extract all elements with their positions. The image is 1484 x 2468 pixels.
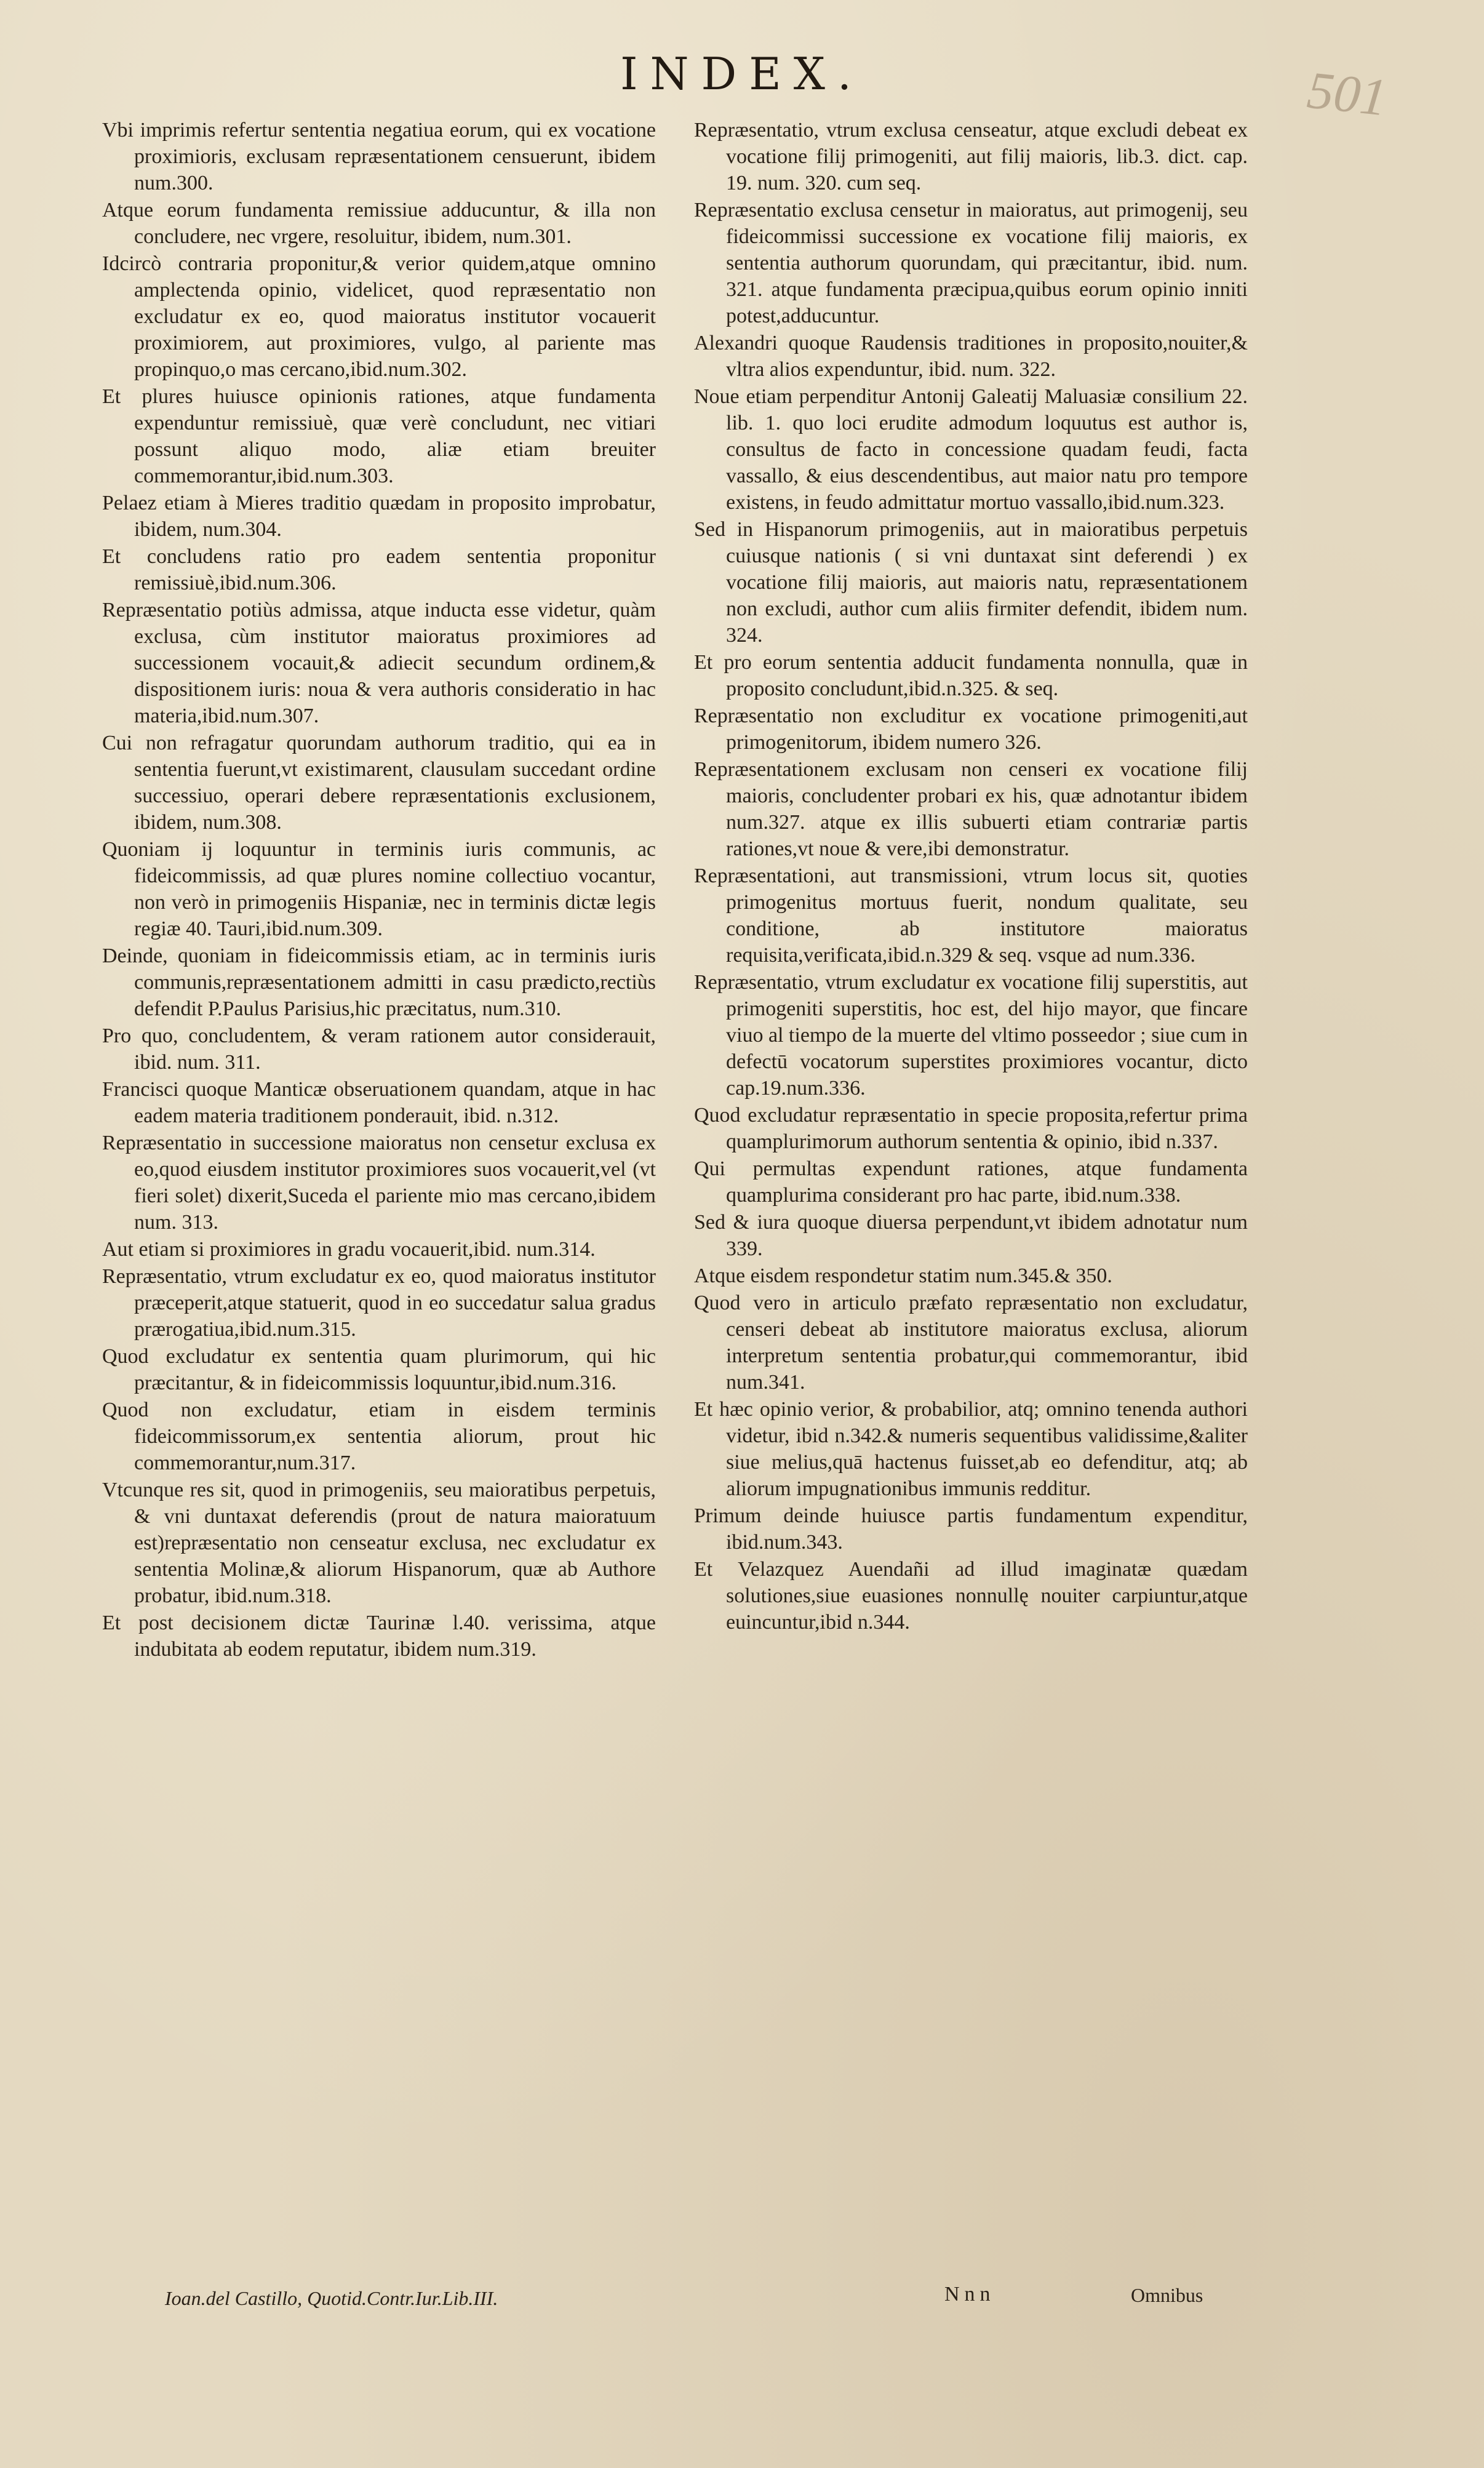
index-entry: Cui non refragatur quorundam authorum traditio, qui ea in sententia fuerunt,vt existimarent, clausulam succedant ordine successiuo, operari debere repræsentationis exclusionem, ibidem, num.308. [102, 732, 656, 834]
index-entry: Vbi imprimis refertur sententia negatiua eorum, qui ex vocatione proximioris, exclusam repræsentationem censuerunt, ibidem num.300. [102, 119, 656, 194]
index-entry: Pro quo, concludentem, & veram rationem autor considerauit, ibid. num. 311. [102, 1024, 656, 1074]
page-title: INDEX. [620, 48, 864, 100]
index-entry: Repræsentatio potiùs admissa, atque inducta esse videtur, quàm exclusa, cùm institutor maioratus proximiores ad successionem vocauit,& adiecit secundum ordinem,& dispositionem iuris: noua & vera authoris consideratio in hac materia,ibid.num.307. [102, 599, 656, 727]
footer-signature-mark: Nnn [944, 2283, 995, 2306]
index-entry: Francisci quoque Manticæ obseruationem quandam, atque in hac eadem materia traditionem ponderauit, ibid. n.312. [102, 1078, 656, 1127]
index-entry: Deinde, quoniam in fideicommissis etiam, ac in terminis iuris communis,repræsentationem admitti in casu prædicto,rectiùs defendit P.Paulus Parisius,hic præcitatus, num.310. [102, 944, 656, 1020]
index-entry: Et concludens ratio pro eadem sententia proponitur remissiuè,ibid.num.306. [102, 545, 656, 594]
index-entry: Quod excludatur ex sententia quam plurimorum, qui hic præcitantur, & in fideicommissis loquuntur,ibid.num.316. [102, 1345, 656, 1394]
index-entry: Repræsentationem exclusam non censeri ex vocatione filij maioris, concludenter probari ex his, quæ adnotantur ibidem num.327. atque ex illis subuerti etiam contrariæ partis rationes,vt noue & vere,ibi demonstratur. [694, 758, 1248, 860]
index-entry: Repræsentationi, aut transmissioni, vtrum locus sit, quoties primogenitus mortuus fuerit, nondum qualitate, seu conditione, ab institutore maioratus requisita,verificata,ibid.n.329 & seq. vsque ad num.336. [694, 865, 1248, 967]
index-entry: Alexandri quoque Raudensis traditiones in proposito,nouiter,& vltra alios expenduntur, ibid. num. 322. [694, 332, 1248, 381]
index-entry: Quod non excludatur, etiam in eisdem terminis fideicommissorum,ex sententia aliorum, prout hic commemorantur,num.317. [102, 1399, 656, 1474]
index-entry: Quod excludatur repræsentatio in specie proposita,refertur prima quamplurimorum authorum sententia & opinio, ibid n.337. [694, 1104, 1248, 1153]
index-entry: Repræsentatio exclusa censetur in maioratus, aut primogenij, seu fideicommissi successione ex vocatione filij maioris, ex sententia authorum quorundam, qui præcitantur, ibid. num. 321. atque fundamenta præcipua,quibus eorum opinio inniti potest,adducuntur. [694, 199, 1248, 327]
index-column-right [694, 117, 1248, 1636]
index-column-left [102, 117, 656, 1663]
index-entry: Atque eisdem respondetur statim num.345.& 350. [694, 1264, 1112, 1287]
index-entry: Aut etiam si proximiores in gradu vocauerit,ibid. num.314. [102, 1238, 596, 1261]
index-entry: Noue etiam perpenditur Antonij Galeatij Maluasiæ consilium 22. lib. 1. quo loci erudite admodum loquutus est author is, consultus de facto in concessione quadam feudi, facta vassallo, & eius descendentibus, aut maior natu pro tempore existens, in feudo admittatur mortuo vassallo,ibid.num.323. [694, 385, 1248, 514]
index-entry: Qui permultas expendunt rationes, atque fundamenta quamplurima considerant pro hac parte, ibid.num.338. [694, 1157, 1248, 1207]
footer-author-line: Ioan.del Castillo, Quotid.Contr.Iur.Lib.III. [165, 2287, 498, 2309]
index-entry: Repræsentatio, vtrum excludatur ex vocatione filij superstitis, aut primogeniti superstitis, hoc est, del hijo mayor, que fincare viuo al tiempo de la muerte del vltimo posseedor ; siue cum in defectū vocatorum superstites proximiores vocantur, dicto cap.19.num.336. [694, 971, 1248, 1100]
index-entry: Et plures huiusce opinionis rationes, atque fundamenta expenduntur remissiuè, quæ verè concludunt, nec vitiari possunt aliquo modo, aliæ etiam breuiter commemorantur,ibid.num.303. [102, 385, 656, 487]
index-entry: Et post decisionem dictæ Taurinæ l.40. verissima, atque indubitata ab eodem reputatur, ibidem num.319. [102, 1611, 656, 1661]
index-entry: Et pro eorum sententia adducit fundamenta nonnulla, quæ in proposito concludunt,ibid.n.325. & seq. [694, 651, 1248, 700]
index-entry: Pelaez etiam à Mieres traditio quædam in proposito improbatur, ibidem, num.304. [102, 492, 656, 541]
index-entry: Quoniam ij loquuntur in terminis iuris communis, ac fideicommissis, ad quæ plures nomine collectiuo vocantur, non verò in primogeniis Hispaniæ, nec in terminis dictæ legis regiæ 40. Tauri,ibid.num.309. [102, 838, 656, 940]
index-entry: Repræsentatio in successione maioratus non censetur exclusa ex eo,quod eiusdem institutor proximiores suos vocauerit,vel (vt fieri solet) dixerit,Suceda el pariente mio mas cercano,ibidem num. 313. [102, 1132, 656, 1234]
index-entry: Vtcunque res sit, quod in primogeniis, seu maioratibus perpetuis, & vni duntaxat deferendis (prout de natura maioratuum est)repræsentatio non censeatur exclusa, nec excludatur ex sententia Molinæ,& aliorum Hispanorum, quæ ab Authore probatur, ibid.num.318. [102, 1479, 656, 1607]
index-entry: Primum deinde huiusce partis fundamentum expenditur, ibid.num.343. [694, 1504, 1248, 1554]
index-entry: Et hæc opinio verior, & probabilior, atq; omnino tenenda authori videtur, ibid n.342.& numeris sequentibus validissime,&aliter siue melius,quā hactenus fuisset,ab eo defenditur, atq; ab aliorum impugnationibus immunis redditur. [694, 1398, 1248, 1500]
index-entry: Quod vero in articulo præfato repræsentatio non excludatur, censeri debeat ab institutore maioratus exclusa, aliorum interpretum sententia probatur,qui commemorantur, ibid num.341. [694, 1292, 1248, 1394]
index-entry: Repræsentatio, vtrum exclusa censeatur, atque excludi debeat ex vocatione filij primogeniti, aut filij maioris, lib.3. dict. cap. 19. num. 320. cum seq. [694, 119, 1248, 194]
index-entry: Idcircò contraria proponitur,& verior quidem,atque omnino amplectenda opinio, videlicet, quod repræsentatio non excludatur ex eo, quod maioratus institutor vocauerit proximiorem, aut proximiores, vulgo, al pariente mas propinquo,o mas cercano,ibid.num.302. [102, 252, 656, 381]
index-entry: Sed in Hispanorum primogeniis, aut in maioratibus perpetuis cuiusque nationis ( si vni duntaxat sint deferendi ) ex vocatione filij maioris, aut maioris natu, repræsentationem non excludi, author cum aliis firmiter defendit, ibidem num. 324. [694, 518, 1248, 647]
handwritten-page-number: 501 [1304, 60, 1390, 127]
index-entry: Atque eorum fundamenta remissiue adducuntur, & illa non concludere, nec vrgere, resoluitur, ibidem, num.301. [102, 199, 656, 248]
index-entry: Repræsentatio non excluditur ex vocatione primogeniti,aut primogenitorum, ibidem numero 326. [694, 705, 1248, 754]
index-entry: Sed & iura quoque diuersa perpendunt,vt ibidem adnotatur num 339. [694, 1211, 1248, 1260]
index-entry: Et Velazquez Auendañi ad illud imaginatæ quædam solutiones,siue euasiones nonnullę nouiter carpiuntur,atque euincuntur,ibid n.344. [694, 1558, 1248, 1634]
index-entry: Repræsentatio, vtrum excludatur ex eo, quod maioratus institutor præceperit,atque statuerit, quod in eo succedatur salua gradus prærogatiua,ibid.num.315. [102, 1265, 656, 1341]
footer-catchword: Omnibus [1131, 2284, 1203, 2306]
